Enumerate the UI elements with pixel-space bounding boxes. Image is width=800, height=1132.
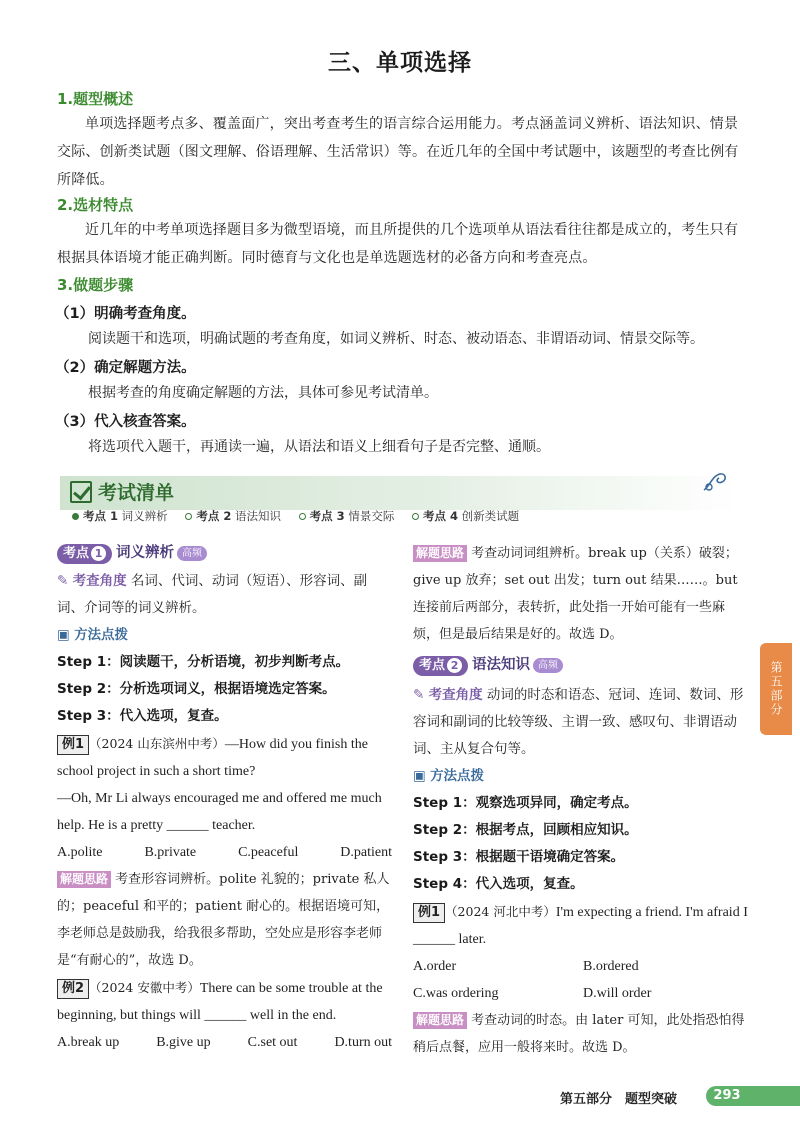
kp-item-1[interactable]: 考点 1 词义辨析: [72, 509, 168, 523]
method-block: [57, 622, 392, 649]
bullet-icon: [185, 513, 192, 520]
bullet-icon: [72, 513, 79, 520]
example-source: （2024 山东滨州中考）: [89, 736, 225, 751]
example-1-answer-line: —Oh, Mr Li always encouraged me and offered me much help. He is a pretty ______ teacher.: [57, 791, 382, 833]
example-question-text: I'm expecting a friend. I'm afraid I: [555, 905, 748, 920]
kaodian-badge: 考点 2: [413, 656, 468, 676]
method-tag: 方法点拨: [430, 768, 485, 784]
angle-block: [57, 568, 392, 622]
example-1-options: [57, 839, 392, 866]
method-icon: ▣: [57, 627, 70, 643]
high-frequency-badge: 高频: [533, 658, 563, 673]
example-question-text: later.: [458, 932, 487, 947]
example-2-options: [57, 1029, 392, 1056]
option[interactable]: C.was ordering: [413, 986, 499, 1001]
option[interactable]: A.polite: [57, 845, 103, 860]
example-2-question: 例2 （2024 安徽中考）There can be some trouble at the beginning, but things will ______ well in the end.: [57, 980, 383, 1023]
example-1-analysis: [57, 866, 392, 974]
option[interactable]: A.break up: [57, 1035, 120, 1050]
step-text-1: 阅读题干和选项，明确试题的考查角度，如词义辨析、时态、被动语态、非谓语动词、情景交际等。: [88, 331, 704, 347]
angle-block: [413, 682, 748, 763]
kp-item-2[interactable]: 考点 2 语法知识: [185, 509, 281, 523]
kp-item-4[interactable]: 考点 4 创新类试题: [412, 509, 519, 523]
example-question-text: —How did you finish the school project in such a short time?: [57, 737, 368, 779]
option[interactable]: C.set out: [247, 1035, 298, 1050]
kp-item-3[interactable]: 考点 3 情景交际: [299, 509, 395, 523]
example-question-text: There can be some trouble at the beginning, but things will: [57, 981, 383, 1023]
analysis-text: 考查动词词组辨析。break up（关系）破裂；give up 放弃；set out 出发；turn out 结果……。but 连接前后两部分，表转折，此处指一开始可能有一些麻烦，但是最后结果是好的。故选 D。: [413, 546, 738, 642]
example-1-question: [57, 730, 392, 785]
option[interactable]: C.peaceful: [238, 845, 299, 860]
method-tag: 方法点拨: [74, 627, 129, 643]
solution-tag: 解题思路: [413, 1012, 467, 1029]
example-label: 例1: [57, 735, 89, 755]
step-line: Step 2：根据考点，回顾相应知识。: [413, 822, 638, 838]
example-2-analysis: [413, 540, 748, 648]
step-line: Step 2：分析选项词义，根据语境选定答案。: [57, 681, 336, 697]
step-line: Step 1：阅读题干，分析语境，初步判断考点。: [57, 654, 350, 670]
section-heading-material: 2.选材特点: [57, 196, 134, 214]
step-heading-1: （1）明确考查角度。: [55, 306, 196, 322]
option[interactable]: B.ordered: [583, 959, 639, 974]
exam-list-title: 考试清单: [98, 482, 175, 504]
page-title: 三、单项选择: [328, 50, 472, 76]
step-line: Step 4：代入选项，复查。: [413, 876, 584, 892]
kaodian-badge: 考点 1: [57, 544, 112, 564]
knowledge-point-list: [72, 508, 533, 524]
kaodian-2-header: [413, 648, 748, 682]
angle-text: 名词、代词、动词（短语）、形容词、副词、介词等的词义辨析。: [57, 573, 368, 616]
swirl-decoration-icon: [700, 468, 730, 494]
bullet-icon: [299, 513, 306, 520]
example-label: 例1: [413, 903, 445, 923]
kaodian-title: 词义辨析: [116, 545, 175, 561]
solution-tag: 解题思路: [57, 871, 111, 888]
angle-tag: 考查角度: [72, 573, 127, 589]
angle-icon: ✎: [413, 687, 425, 703]
option[interactable]: A.order: [413, 959, 457, 974]
step-heading-3: （3）代入核查答案。: [55, 414, 196, 430]
left-column: [57, 540, 392, 1056]
analysis-text: 考查形容词辨析。polite 礼貌的；private 私人的；peaceful 和平的；patient 耐心的。根据语境可知，李老师总是鼓励我，给我很多帮助，空处应是形容李老师是“有耐心的”，故选 D。: [57, 872, 390, 968]
overview-paragraph: 单项选择题考点多、覆盖面广，突出考查考生的语言综合运用能力。考点涵盖词义辨析、语法知识、情景交际、创新类试题（图文理解、俗语理解、生活常识）等。在近几年的全国中考试题中，该题型的考查比例有所降低。: [57, 116, 739, 188]
right-column: [413, 540, 748, 1061]
kaodian-1-header: [57, 540, 392, 568]
analysis-text: 考查动词的时态。由 later 可知，此处指恐怕得稍后点餐，应用一般将来时。故选 D。: [413, 1013, 745, 1055]
page-number: 293: [706, 1086, 748, 1106]
footer-bar: [748, 1086, 800, 1106]
method-block: [413, 763, 748, 790]
side-section-tab[interactable]: 第五部分: [760, 643, 792, 735]
checkbox-icon: [70, 481, 92, 503]
footer-section-label: 第五部分 题型突破: [560, 1092, 678, 1107]
example-3-analysis: [413, 1007, 748, 1061]
option[interactable]: D.will order: [583, 986, 652, 1001]
step-text-2: 根据考查的角度确定解题的方法，具体可参见考试清单。: [88, 385, 438, 401]
example-question-text: well in the end.: [249, 1008, 337, 1023]
example-3-question: 例1 （2024 河北中考）I'm expecting a friend. I'm afraid I ______ later.: [413, 904, 748, 947]
example-3-options: [413, 953, 748, 1007]
example-source: （2024 河北中考）: [445, 904, 556, 919]
material-paragraph: 近几年的中考单项选择题目多为微型语境，而且所提供的几个选项单从语法看往往都是成立的，考生只有根据具体语境才能正确判断。同时德育与文化也是单选题选材的必备方向和考查亮点。: [57, 222, 739, 266]
example-question-text: teacher.: [212, 818, 256, 833]
option[interactable]: B.give up: [156, 1035, 211, 1050]
option[interactable]: D.patient: [340, 845, 392, 860]
section-heading-overview: 1.题型概述: [57, 90, 134, 108]
solution-tag: 解题思路: [413, 545, 467, 562]
option[interactable]: D.turn out: [334, 1035, 392, 1050]
step-line: Step 3：代入选项，复查。: [57, 708, 228, 724]
bullet-icon: [412, 513, 419, 520]
option[interactable]: B.private: [144, 845, 197, 860]
step-line: Step 3：根据题干语境确定答案。: [413, 849, 625, 865]
example-source: （2024 安徽中考）: [89, 980, 200, 995]
angle-tag: 考查角度: [428, 687, 483, 703]
step-text-3: 将选项代入题干，再通读一遍，从语法和语义上细看句子是否完整、通顺。: [88, 439, 550, 455]
angle-text: 动词的时态和语态、冠词、连词、数词、形容词和副词的比较等级、主谓一致、感叹句、非谓语动词、主从复合句等。: [413, 687, 744, 757]
step-heading-2: （2）确定解题方法。: [55, 360, 196, 376]
section-heading-steps: 3.做题步骤: [57, 276, 134, 294]
kaodian-title: 语法知识: [472, 657, 531, 673]
angle-icon: ✎: [57, 573, 69, 589]
method-icon: ▣: [413, 768, 426, 784]
example-label: 例2: [57, 979, 89, 999]
step-line: Step 1：观察选项异同，确定考点。: [413, 795, 638, 811]
example-question-text: —Oh, Mr Li always encouraged me and offered me much help. He is a pretty: [57, 791, 382, 833]
high-frequency-badge: 高频: [177, 546, 207, 561]
